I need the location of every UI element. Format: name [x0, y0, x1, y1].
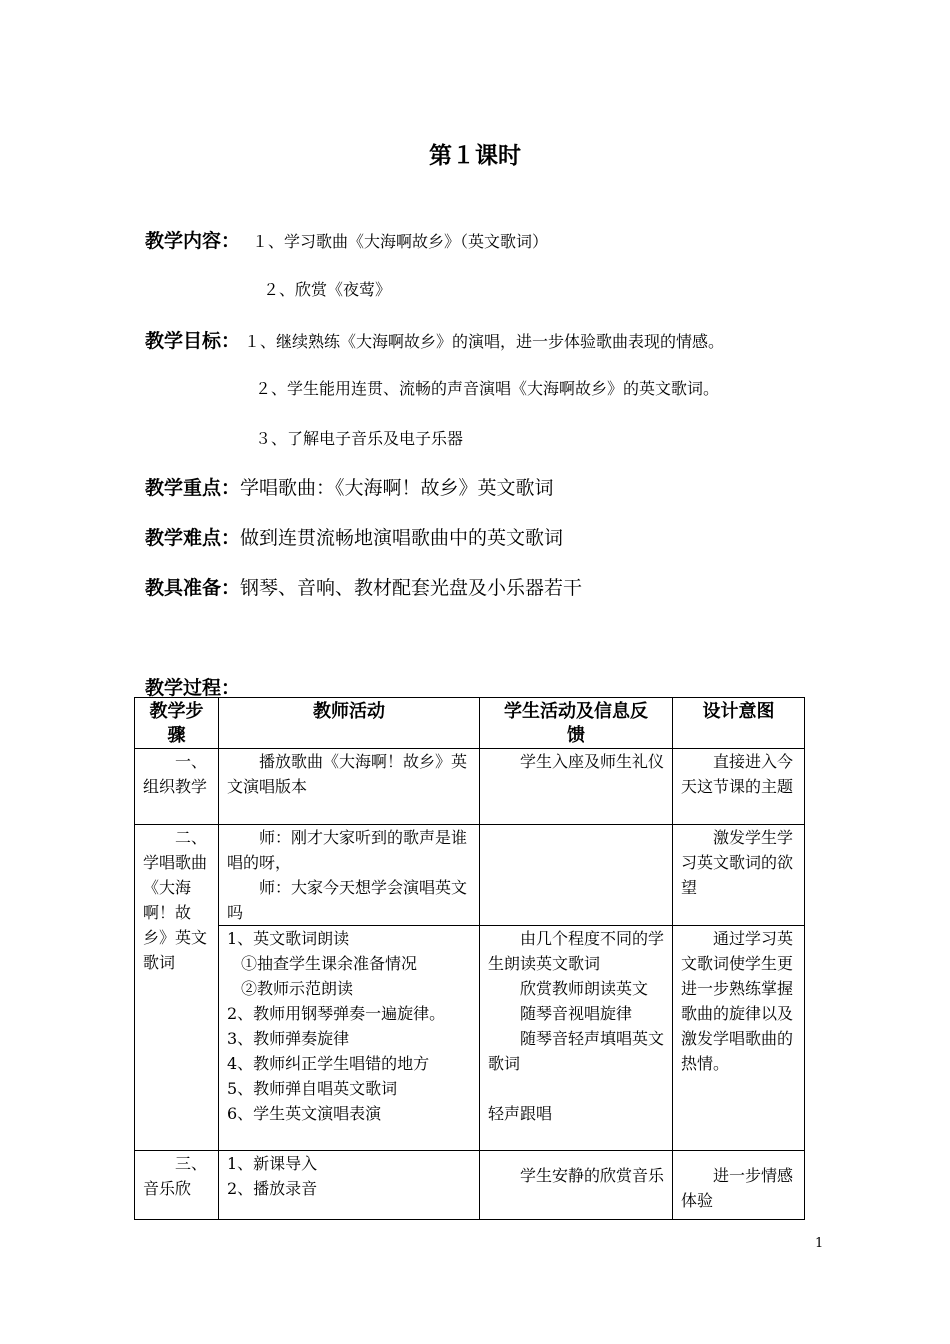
intent-cell: 通过学习英文歌词使学生更进一步熟练掌握歌曲的旋律以及激发学唱歌曲的热情。: [673, 926, 805, 1151]
table-row: [135, 1151, 805, 1220]
focus-text: 学唱歌曲：《大海啊！故乡》英文歌词: [240, 477, 554, 499]
process-label: 教学过程：: [145, 677, 241, 699]
header-student: 学生活动及信息反馈: [480, 698, 673, 749]
focus-label: 教学重点：: [145, 477, 241, 499]
difficulty-label: 教学难点：: [145, 527, 241, 549]
student-cell: 学生入座及师生礼仪: [480, 749, 673, 825]
intent-cell: 直接进入今天这节课的主题: [673, 749, 805, 825]
step-cell: 一、组织教学: [135, 749, 219, 825]
header-step: 教学步骤: [135, 698, 219, 749]
teacher-cell: 播放歌曲《大海啊！故乡》英文演唱版本: [219, 749, 480, 825]
teacher-cell: 1、英文歌词朗读 ①抽查学生课余准备情况 ②教师示范朗读 2、教师用钢琴弹奏一遍旋律。 3、教师弹奏旋律 4、教师纠正学生唱错的地方 5、教师弹自唱英文歌词 6、学生英文演唱表演: [219, 926, 480, 1151]
page-number: 1: [815, 1236, 824, 1251]
intent-cell: 激发学生学习英文歌词的欲望: [673, 825, 805, 926]
materials-row: [145, 573, 582, 600]
student-cell: 学生安静的欣赏音乐: [480, 1151, 673, 1220]
table-row: [135, 825, 805, 926]
student-cell: [480, 825, 673, 926]
process-table: [134, 697, 805, 1220]
content-label: 教学内容：: [145, 230, 241, 252]
goal-item-3: ３、了解电子音乐及电子乐器: [255, 429, 464, 448]
header-intent: 设计意图: [673, 698, 805, 749]
page-title: 第１课时: [429, 143, 521, 169]
goals-row: [145, 326, 724, 353]
materials-label: 教具准备：: [145, 577, 241, 599]
teacher-cell: 师：刚才大家听到的歌声是谁唱的呀， 师：大家今天想学会演唱英文吗: [219, 825, 480, 926]
goal-item-2: ２、学生能用连贯、流畅的声音演唱《大海啊故乡》的英文歌词。: [255, 379, 720, 398]
table-header-row: [135, 698, 805, 749]
content-item-2: ２、欣赏《夜莺》: [263, 280, 392, 299]
table-row: [135, 926, 805, 1151]
content-row: [145, 226, 548, 253]
content-item-1: １、学习歌曲《大海啊故乡》（英文歌词）: [252, 232, 549, 251]
step-cell: 二、学唱歌曲《大海啊！故乡》英文歌词: [135, 825, 219, 1151]
goal-item-1: １、继续熟练《大海啊故乡》的演唱，进一步体验歌曲表现的情感。: [244, 332, 725, 351]
student-cell: 由几个程度不同的学生朗读英文歌词 欣赏教师朗读英文 随琴音视唱旋律 随琴音轻声填唱英文歌词 轻声跟唱: [480, 926, 673, 1151]
difficulty-row: [145, 523, 563, 550]
goals-label: 教学目标：: [145, 330, 241, 352]
focus-row: [145, 473, 554, 500]
intent-cell: 进一步情感体验: [673, 1151, 805, 1220]
teacher-cell: 1、新课导入 2、播放录音: [219, 1151, 480, 1220]
step-cell: 三、音乐欣: [135, 1151, 219, 1220]
materials-text: 钢琴、音响、教材配套光盘及小乐器若干: [240, 577, 583, 599]
header-teacher: 教师活动: [219, 698, 480, 749]
difficulty-text: 做到连贯流畅地演唱歌曲中的英文歌词: [240, 527, 564, 549]
table-row: [135, 749, 805, 825]
